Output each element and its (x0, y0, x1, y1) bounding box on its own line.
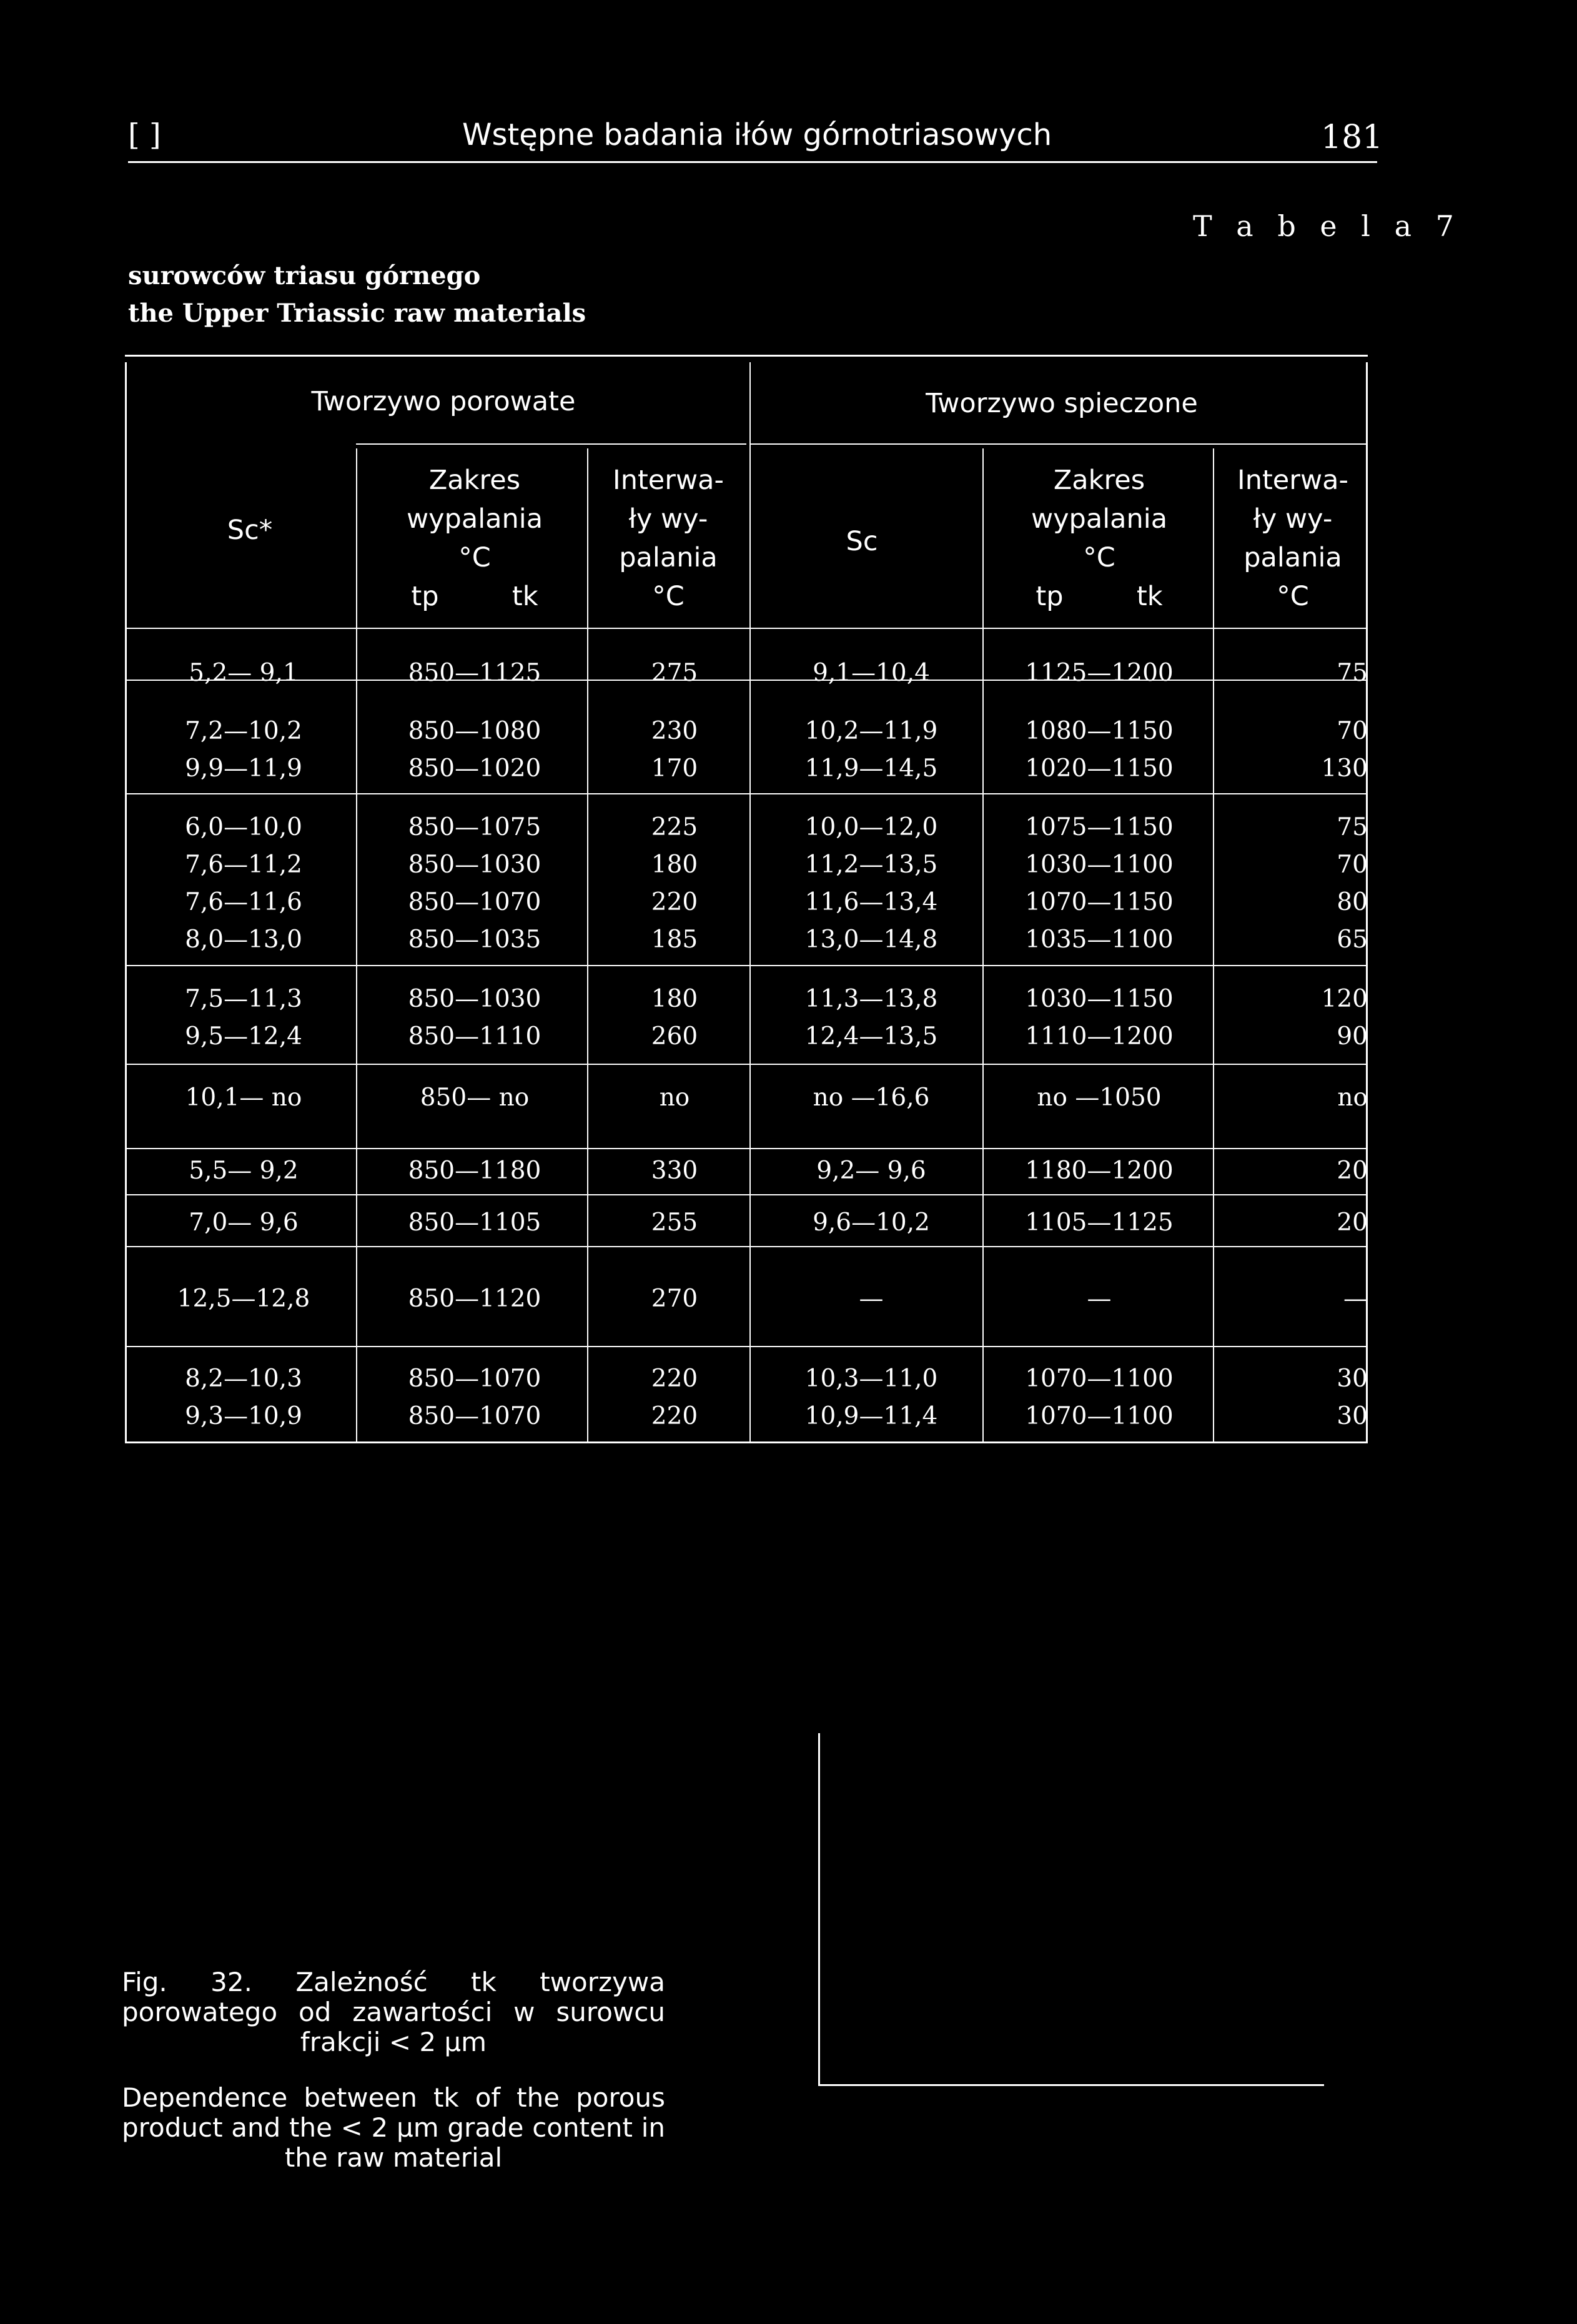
zakres-line-1: Zakres (428, 465, 521, 496)
cell-zakres-porous: 850—1070 (408, 1365, 541, 1393)
cell-interwal-porous: 330 (651, 1157, 698, 1185)
cell-zakres-porous: 850—1105 (408, 1209, 541, 1237)
cell-interwal-sintered: 30 (1337, 1365, 1368, 1393)
cell-zakres-porous: 850—1020 (408, 754, 541, 783)
cell-interwal-sintered: 90 (1337, 1022, 1368, 1051)
header-bracket: [ ] (128, 117, 161, 152)
cell-sc-porous: 8,2—10,3 (185, 1365, 302, 1393)
cell-sc-porous: 5,5— 9,2 (189, 1157, 299, 1185)
cell-zakres-porous: 850—1080 (408, 717, 541, 745)
cell-interwal-sintered: 20 (1337, 1157, 1368, 1185)
cell-sc-porous: 7,0— 9,6 (189, 1209, 299, 1237)
figure-axes (818, 1733, 1324, 2086)
cell-interwal-sintered: 80 (1337, 888, 1368, 916)
cell-interwal-porous: 220 (651, 1402, 698, 1430)
cell-sc-sintered: 9,6—10,2 (813, 1209, 930, 1237)
zakres2-line-2: wypalania (1031, 503, 1168, 535)
col-rule-1 (356, 448, 357, 1441)
cell-zakres-porous: 850—1180 (408, 1157, 541, 1185)
tp-label: tp (411, 581, 439, 612)
cell-interwal-sintered: 75 (1337, 813, 1368, 841)
cell-zakres-porous: 850—1125 (408, 659, 541, 687)
cell-interwal-sintered: 120 (1321, 985, 1368, 1013)
interwaly-line-2: ły wy- (628, 503, 708, 535)
cell-interwal-porous: 230 (651, 717, 698, 745)
cell-zakres-sintered: 1070—1100 (1025, 1365, 1174, 1393)
cell-sc-sintered: 10,0—12,0 (804, 813, 938, 841)
cell-sc-sintered: 10,9—11,4 (804, 1402, 938, 1430)
group-rule-6 (125, 1194, 1368, 1195)
cell-zakres-porous: 850—1030 (408, 985, 541, 1013)
group-rule-5 (125, 1148, 1368, 1149)
cell-zakres-sintered: 1020—1150 (1025, 754, 1174, 783)
cell-sc-sintered: 11,6—13,4 (804, 888, 938, 916)
interwaly2-line-1: Interwa- (1237, 465, 1348, 496)
cell-zakres-sintered: — (1087, 1285, 1112, 1313)
interwaly2-line-3: palania (1243, 542, 1342, 573)
col-rule-3 (749, 362, 751, 1441)
cell-sc-porous: 8,0—13,0 (185, 926, 302, 954)
col-rule-4 (982, 448, 984, 1441)
cell-interwal-porous: 255 (651, 1209, 698, 1237)
cell-sc-porous: 7,5—11,3 (185, 985, 302, 1013)
cell-sc-porous: 9,3—10,9 (185, 1402, 302, 1430)
cell-zakres-sintered: 1125—1200 (1025, 659, 1174, 687)
tp-tk-subheader (368, 577, 581, 616)
cell-sc-sintered: 11,3—13,8 (804, 985, 938, 1013)
cell-interwal-sintered: 75 (1337, 659, 1368, 687)
cell-zakres-sintered: 1035—1100 (1025, 926, 1174, 954)
cell-zakres-sintered: no —1050 (1037, 1084, 1162, 1112)
table-bottom-rule (125, 1441, 1368, 1443)
col-rule-5 (1213, 448, 1214, 1441)
tk-label-2: tk (1136, 581, 1163, 612)
cell-zakres-porous: 850—1035 (408, 926, 541, 954)
cell-sc-sintered: — (859, 1285, 884, 1313)
group-rule-2 (125, 793, 1368, 794)
interwaly-line-4: °C (652, 581, 685, 612)
cell-zakres-porous: 850—1075 (408, 813, 541, 841)
table-caption-english: the Upper Triassic raw materials (128, 299, 586, 328)
table-label: T a b e l a 7 (1193, 209, 1461, 243)
interwaly2-line-4: °C (1277, 581, 1309, 612)
running-title: Wstępne badania iłów górnotriasowych (462, 117, 1052, 152)
col-header-interwaly-sintered (1218, 461, 1368, 616)
cell-sc-porous: 5,2— 9,1 (189, 659, 299, 687)
cell-sc-sintered: 9,1—10,4 (813, 659, 930, 687)
table-top-rule (125, 355, 1368, 357)
zakres2-line-1: Zakres (1053, 465, 1145, 496)
cell-interwal-porous: 170 (651, 754, 698, 783)
cell-interwal-sintered: 20 (1337, 1209, 1368, 1237)
cell-sc-sintered: 10,2—11,9 (804, 717, 938, 745)
cell-interwal-sintered: 70 (1337, 851, 1368, 879)
col-header-zakres-porous (368, 461, 581, 616)
table-left-border (125, 362, 127, 1441)
cell-sc-sintered: 10,3—11,0 (804, 1365, 938, 1393)
cell-interwal-porous: 220 (651, 888, 698, 916)
cell-sc-sintered: 13,0—14,8 (804, 926, 938, 954)
cell-sc-sintered: 11,9—14,5 (804, 754, 938, 783)
cell-interwal-porous: 185 (651, 926, 698, 954)
cell-zakres-sintered: 1075—1150 (1025, 813, 1174, 841)
cell-sc-porous: 7,2—10,2 (185, 717, 302, 745)
cell-interwal-porous: 275 (651, 659, 698, 687)
cell-interwal-porous: 260 (651, 1022, 698, 1051)
group-rule-7 (125, 1246, 1368, 1247)
cell-interwal-porous: 220 (651, 1365, 698, 1393)
cell-interwal-sintered: 70 (1337, 717, 1368, 745)
cell-interwal-sintered: — (1343, 1285, 1368, 1313)
zakres-line-2: wypalania (406, 503, 543, 535)
cell-sc-porous: 10,1— no (185, 1084, 302, 1112)
cell-zakres-porous: 850—1030 (408, 851, 541, 879)
group-header-porous: Tworzywo porowate (311, 386, 576, 417)
group-header-sintered: Tworzywo spieczone (926, 388, 1198, 419)
cell-zakres-sintered: 1030—1100 (1025, 851, 1174, 879)
cell-sc-porous: 7,6—11,6 (185, 888, 302, 916)
figure-caption-polish: Fig. 32. Zależność tk tworzywa porowatego od zawartości w surowcu frakcji < 2 μm (122, 1967, 665, 2057)
cell-interwal-porous: no (659, 1084, 690, 1112)
cell-zakres-sintered: 1180—1200 (1025, 1157, 1174, 1185)
cell-sc-porous: 12,5—12,8 (177, 1285, 310, 1313)
cell-zakres-porous: 850—1110 (408, 1022, 541, 1051)
interwaly-line-3: palania (619, 542, 718, 573)
header-bottom-rule (125, 628, 1368, 629)
interwaly2-line-2: ły wy- (1253, 503, 1333, 535)
table-caption-polish: surowców triasu górnego (128, 261, 481, 290)
group-rule-8 (125, 1346, 1368, 1347)
col-rule-2 (587, 448, 588, 1441)
cell-zakres-sintered: 1070—1150 (1025, 888, 1174, 916)
cell-sc-porous: 9,9—11,9 (185, 754, 302, 783)
cell-zakres-porous: 850—1070 (408, 1402, 541, 1430)
tp-tk-subheader-2 (993, 577, 1205, 616)
group-rule-3 (125, 965, 1368, 966)
cell-sc-porous: 9,5—12,4 (185, 1022, 302, 1051)
zakres2-line-3: °C (1083, 542, 1115, 573)
col-header-interwaly-porous (593, 461, 743, 616)
cell-interwal-porous: 180 (651, 851, 698, 879)
cell-interwal-porous: 225 (651, 813, 698, 841)
tk-label: tk (512, 581, 538, 612)
cell-zakres-porous: 850—1120 (408, 1285, 541, 1313)
cell-interwal-sintered: 65 (1337, 926, 1368, 954)
group-rule-4 (125, 1064, 1368, 1065)
cell-zakres-porous: 850— no (420, 1084, 530, 1112)
col-header-zakres-sintered (993, 461, 1205, 616)
cell-interwal-sintered: 30 (1337, 1402, 1368, 1430)
zakres-line-3: °C (458, 542, 491, 573)
cell-sc-porous: 6,0—10,0 (185, 813, 302, 841)
cell-sc-sintered: 11,2—13,5 (804, 851, 938, 879)
col-header-sc-sintered: Sc (846, 526, 878, 557)
cell-interwal-sintered: no (1337, 1084, 1368, 1112)
cell-interwal-sintered: 130 (1321, 754, 1368, 783)
cell-sc-sintered: 9,2— 9,6 (816, 1157, 926, 1185)
cell-zakres-porous: 850—1070 (408, 888, 541, 916)
cell-zakres-sintered: 1080—1150 (1025, 717, 1174, 745)
page-number: 181 (1321, 119, 1383, 156)
interwaly-line-1: Interwa- (613, 465, 724, 496)
cell-zakres-sintered: 1030—1150 (1025, 985, 1174, 1013)
figure-caption-english: Dependence between tk of the porous product and the < 2 μm grade content in the raw material (122, 2082, 665, 2173)
tp-label-2: tp (1036, 581, 1064, 612)
cell-zakres-sintered: 1070—1100 (1025, 1402, 1174, 1430)
col-header-sc-porous: Sc* (227, 515, 273, 546)
cell-sc-sintered: 12,4—13,5 (804, 1022, 938, 1051)
cell-sc-sintered: no —16,6 (813, 1084, 930, 1112)
porous-group-rule (356, 443, 746, 445)
sintered-group-rule (749, 443, 1366, 445)
cell-zakres-sintered: 1110—1200 (1025, 1022, 1174, 1051)
cell-zakres-sintered: 1105—1125 (1025, 1209, 1174, 1237)
cell-interwal-porous: 180 (651, 985, 698, 1013)
cell-sc-porous: 7,6—11,2 (185, 851, 302, 879)
cell-interwal-porous: 270 (651, 1285, 698, 1313)
